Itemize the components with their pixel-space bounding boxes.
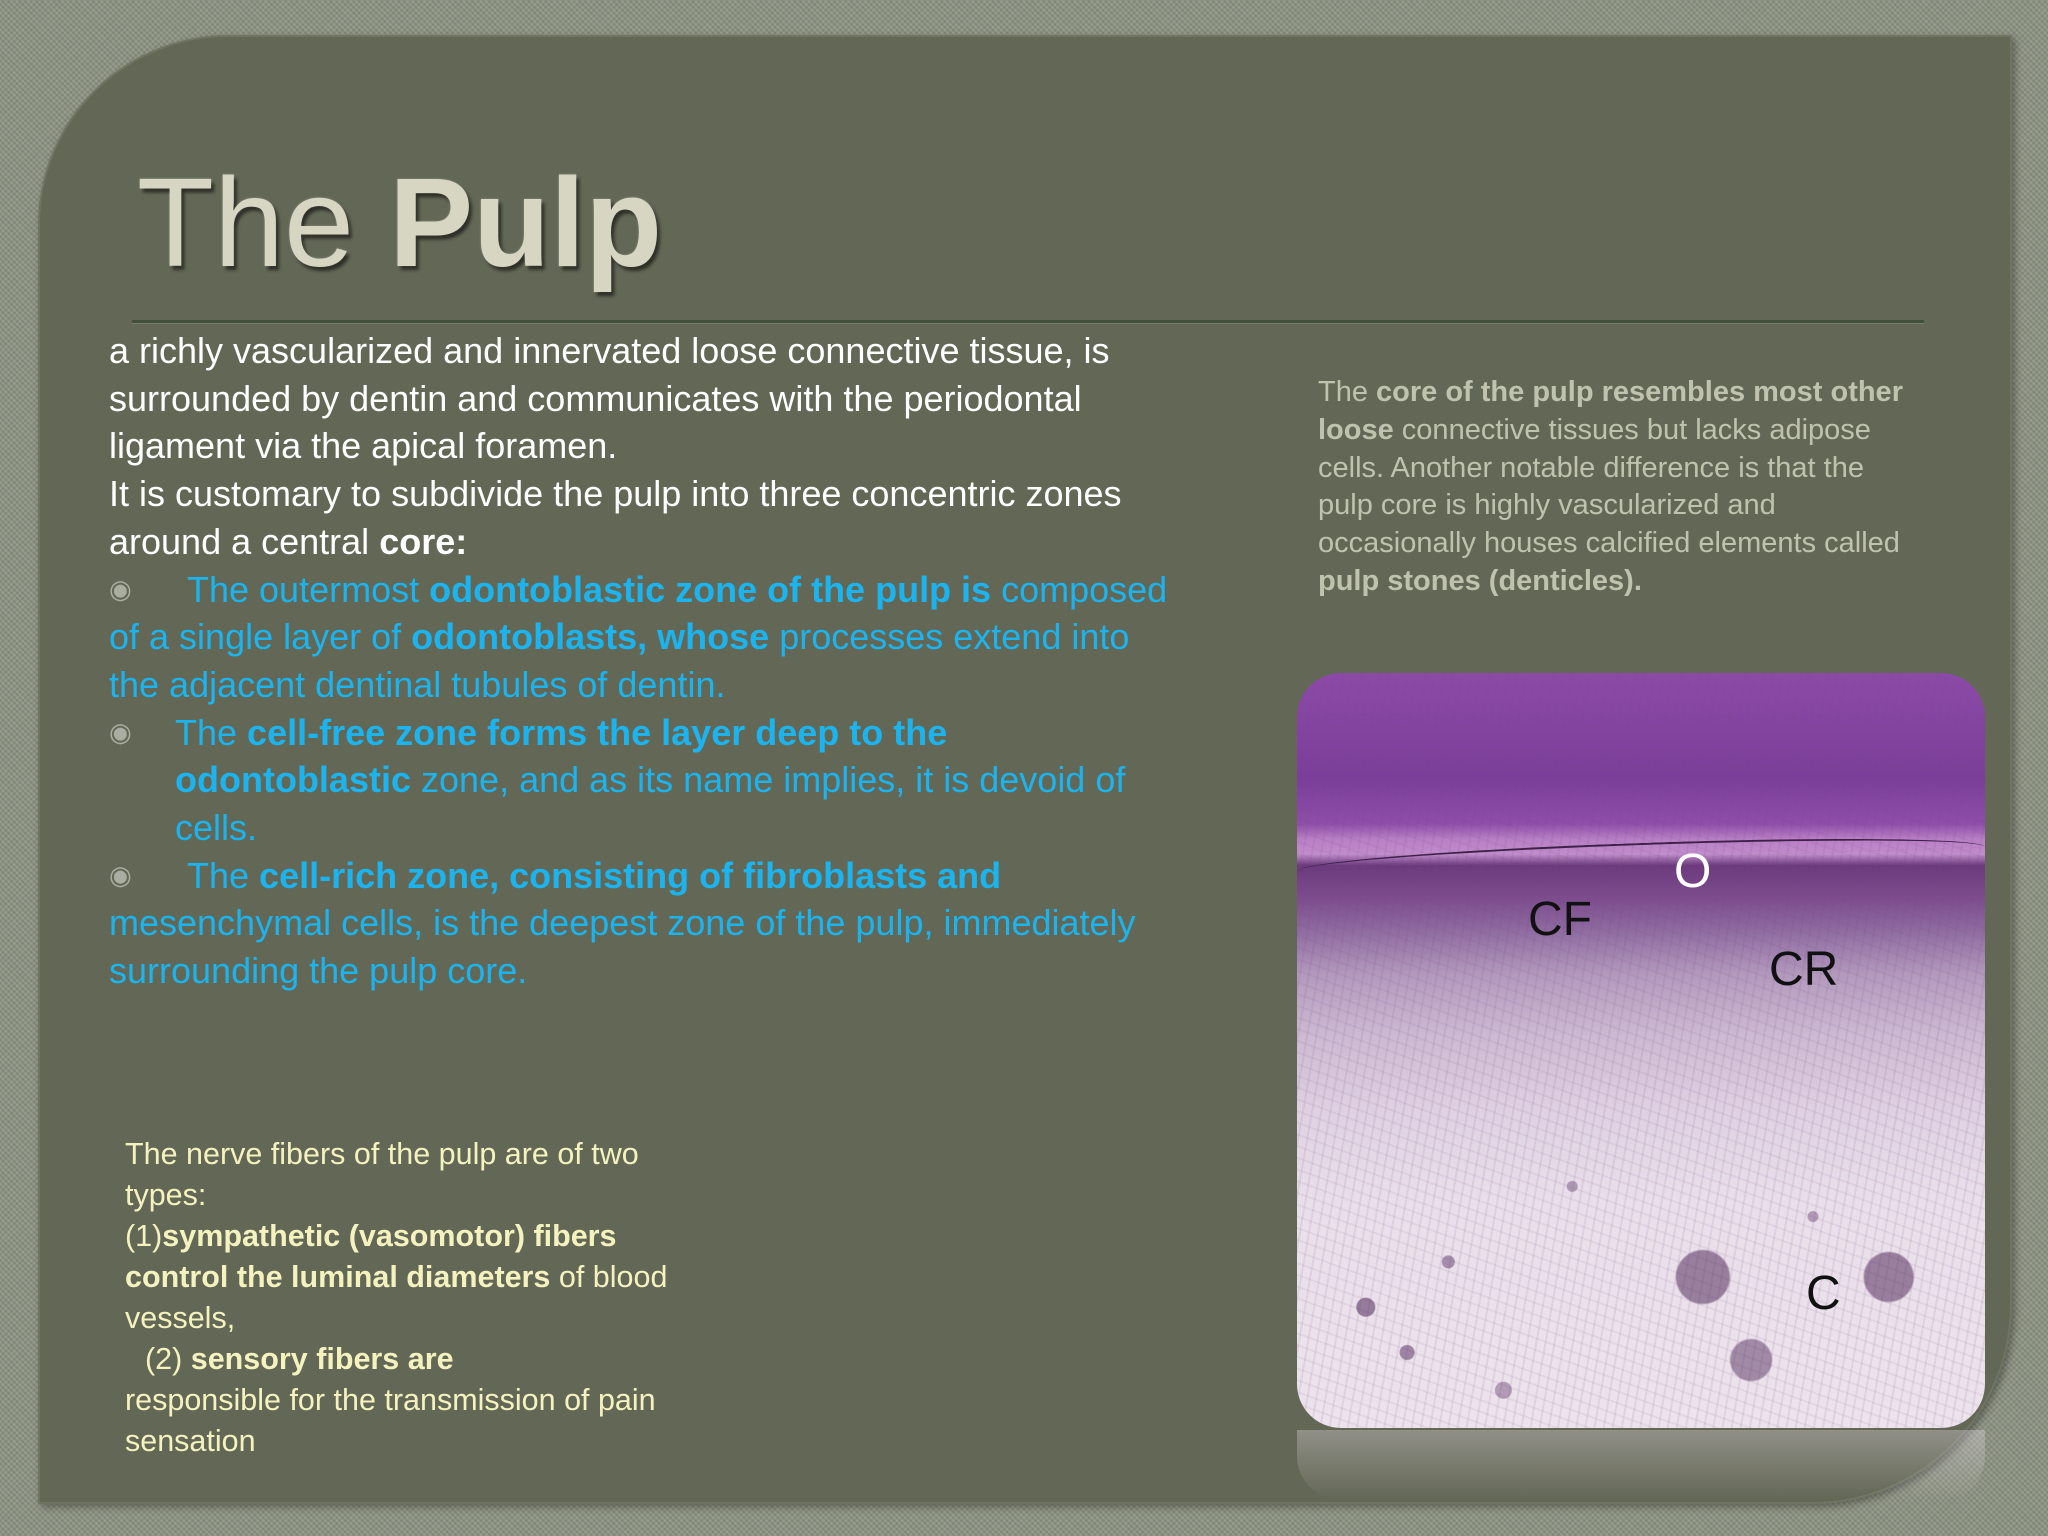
micrograph-label-c: C: [1806, 1267, 1841, 1320]
bullet-icon: ◉: [109, 573, 132, 604]
micrograph-label-cf: CF: [1528, 893, 1592, 946]
core-note: The core of the pulp resembles most other loose connective tissues but lacks adipose cells. Another notable difference is that the pulp core is highly vascularized and occasionally houses calcified elements called pulp stones (denticles).: [1318, 376, 1903, 597]
zone-item-cell-free: ◉ The cell-free zone forms the layer deep to the odontoblastic zone, and as its name implies, it is devoid of cells.: [109, 709, 1189, 852]
zone-item-cell-rich: ◉ The cell-rich zone, consisting of fibroblasts and mesenchymal cells, is the deepest zone of the pulp, immediately surrounding the pulp core.: [109, 852, 1189, 995]
micrograph-reflection: [1297, 1430, 1985, 1500]
intro-zones-paragraph: It is customary to subdivide the pulp into three concentric zones around a central core:: [109, 473, 1122, 562]
bullet-icon: ◉: [109, 859, 132, 890]
zone-item-odontoblastic: ◉ The outermost odontoblastic zone of the pulp is composed of a single layer of odontoblasts, whose processes extend into the adjacent dentinal tubules of dentin.: [109, 566, 1189, 709]
slide-title: The Pulp: [137, 152, 663, 293]
bullet-icon: ◉: [109, 716, 132, 747]
dentin-pulp-border: [1297, 831, 1985, 871]
nerve-fibers-note: The nerve fibers of the pulp are of two types: (1)sympathetic (vasomotor) fibers control the luminal diameters of blood vessels, (2) sensory fibers are responsible for the transmission of pain sensation: [125, 1137, 668, 1458]
micrograph-label-o: O: [1674, 845, 1712, 898]
title-divider: [132, 320, 1924, 323]
main-text-block: [109, 327, 1189, 995]
micrograph-label-cr: CR: [1769, 943, 1839, 996]
intro-paragraph: a richly vascularized and innervated loose connective tissue, is surrounded by dentin and communicates with the periodontal ligament via the apical foramen.: [109, 330, 1110, 467]
pulp-micrograph: [1297, 673, 1985, 1428]
